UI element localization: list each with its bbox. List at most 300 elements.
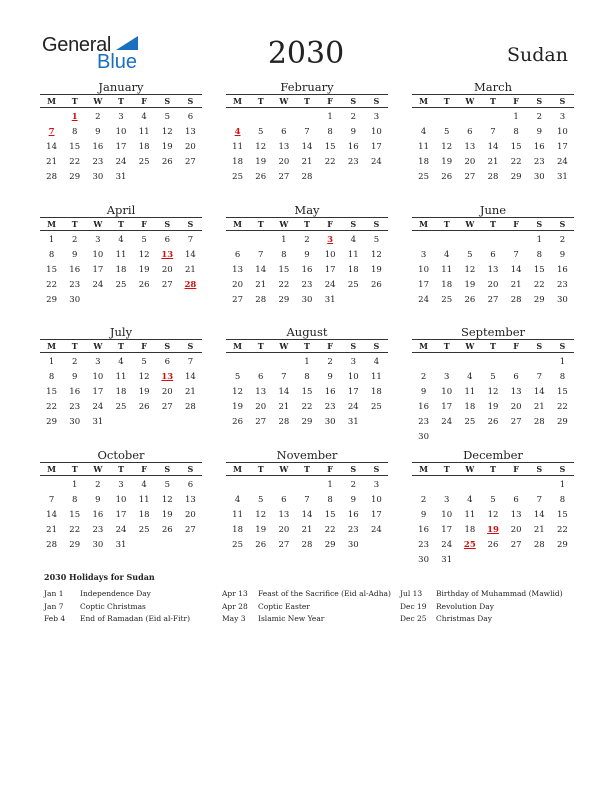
day-cell: 24 (347, 402, 359, 412)
holiday-name: Coptic Easter (258, 601, 310, 611)
day-cell: 2 (72, 235, 78, 245)
weekday-label: T (304, 341, 310, 351)
day-grid (40, 110, 202, 185)
day-cell: 14 (533, 510, 545, 520)
day-cell: 20 (255, 402, 267, 412)
day-cell: 26 (138, 402, 150, 412)
month-september (412, 325, 574, 445)
holiday-column (222, 588, 412, 626)
day-cell: 8 (72, 495, 78, 505)
day-cell: 27 (510, 540, 522, 550)
weekday-header (40, 94, 202, 108)
day-cell: 11 (347, 250, 359, 260)
day-grid (412, 355, 574, 445)
weekday-label: M (233, 96, 242, 106)
day-cell: 9 (95, 495, 101, 505)
day-cell: 1 (72, 480, 78, 490)
weekday-label: T (257, 464, 264, 474)
day-cell: 22 (278, 280, 290, 290)
day-cell: 16 (69, 387, 81, 397)
empty-cell (435, 110, 458, 125)
day-cell: 17 (115, 510, 127, 520)
day-cell: 19 (464, 280, 476, 290)
day-cell: 13 (185, 127, 196, 137)
weekday-label: S (536, 341, 543, 351)
day-cell: 5 (490, 495, 496, 505)
day-cell: 16 (418, 525, 429, 535)
weekday-label: M (233, 464, 242, 474)
day-cell: 22 (69, 157, 81, 167)
holiday-item (44, 588, 234, 601)
day-cell: 18 (115, 265, 127, 275)
day-cell: 21 (487, 157, 499, 167)
day-cell: 8 (559, 495, 566, 505)
day-cell: 30 (324, 417, 336, 427)
day-cell: 16 (557, 265, 568, 275)
empty-cell (249, 233, 272, 248)
day-cell: 3 (118, 480, 124, 490)
day-cell: 17 (115, 142, 127, 152)
empty-cell (505, 355, 528, 370)
day-cell: 27 (510, 417, 522, 427)
day-cell: 15 (324, 142, 336, 152)
day-cell: 8 (72, 127, 78, 137)
empty-cell (481, 355, 504, 370)
empty-cell (412, 355, 435, 370)
day-cell: 30 (92, 540, 104, 550)
weekday-label: T (118, 464, 124, 474)
day-cell: 22 (557, 402, 568, 412)
day-cell: 26 (138, 280, 150, 290)
day-cell: 7 (304, 495, 310, 505)
day-cell: 24 (371, 525, 382, 535)
day-cell: 14 (255, 265, 267, 275)
day-cell: 13 (232, 265, 243, 275)
day-cell: 7 (258, 250, 264, 260)
day-cell: 15 (278, 265, 290, 275)
weekday-label: T (443, 464, 450, 474)
day-cell: 5 (141, 235, 147, 245)
day-cell: 10 (557, 127, 568, 137)
day-cell: 4 (350, 235, 356, 245)
day-grid (412, 478, 574, 568)
weekday-header (226, 339, 388, 353)
day-cell: 18 (464, 402, 476, 412)
holiday-item (400, 588, 590, 601)
day-cell: 30 (418, 555, 429, 565)
day-cell: 5 (141, 357, 147, 367)
weekday-header (40, 462, 202, 476)
month-march (412, 80, 574, 185)
day-cell: 2 (304, 235, 310, 245)
day-cell: 29 (46, 417, 57, 427)
day-cell: 19 (441, 157, 453, 167)
day-cell: 16 (533, 142, 545, 152)
day-cell: 7 (536, 372, 542, 382)
country-title: Sudan (507, 44, 568, 66)
day-cell: 13 (487, 265, 499, 275)
day-cell: 22 (557, 525, 568, 535)
day-cell: 26 (487, 417, 499, 427)
day-cell: 23 (324, 402, 336, 412)
day-cell: 7 (490, 127, 496, 137)
holiday-item (44, 601, 234, 614)
day-cell: 10 (418, 265, 429, 275)
holiday-date: Feb 4 (44, 614, 66, 623)
day-grid (40, 355, 202, 430)
day-cell: 27 (161, 402, 173, 412)
day-cell: 22 (301, 402, 313, 412)
day-cell: 2 (420, 372, 427, 382)
weekday-label: W (279, 219, 289, 229)
weekday-label: T (443, 341, 450, 351)
day-cell: 14 (301, 142, 313, 152)
holiday-item (400, 613, 590, 626)
weekday-label: S (164, 96, 171, 106)
day-cell: 31 (92, 417, 104, 427)
weekday-label: T (443, 219, 450, 229)
day-cell: 12 (255, 510, 267, 520)
day-cell: 5 (490, 372, 496, 382)
day-cell: 23 (69, 280, 81, 290)
day-cell: 17 (324, 265, 336, 275)
day-cell: 2 (559, 235, 566, 245)
day-cell: 9 (72, 250, 78, 260)
holiday-name: End of Ramadan (Eid al-Fitr) (80, 614, 191, 623)
holiday-item (44, 613, 234, 626)
day-cell: 24 (557, 157, 568, 167)
day-cell: 30 (347, 540, 359, 550)
empty-cell (412, 233, 435, 248)
holiday-column (44, 588, 234, 626)
weekday-label: T (304, 464, 310, 474)
weekday-label: T (71, 96, 78, 106)
day-cell: 28 (46, 172, 57, 182)
day-cell: 7 (187, 235, 194, 245)
day-cell: 5 (258, 495, 264, 505)
weekday-label: F (513, 464, 519, 474)
day-cell: 21 (533, 525, 545, 535)
day-cell: 6 (258, 372, 264, 382)
day-cell: 28 (487, 172, 499, 182)
day-cell: 12 (161, 127, 173, 137)
month-name: July (109, 325, 133, 339)
day-cell: 17 (371, 510, 382, 520)
day-cell: 5 (444, 127, 450, 137)
weekday-header (412, 339, 574, 353)
day-cell: 9 (420, 510, 427, 520)
day-cell: 12 (464, 265, 476, 275)
month-name: February (280, 80, 334, 94)
empty-cell (435, 355, 458, 370)
day-cell: 13 (185, 495, 196, 505)
day-cell: 20 (278, 157, 290, 167)
empty-cell (435, 233, 458, 248)
weekday-label: W (465, 219, 475, 229)
month-name: October (97, 448, 145, 462)
day-cell: 24 (418, 295, 429, 305)
day-cell: 3 (420, 250, 427, 260)
day-cell: 26 (161, 157, 173, 167)
holiday-item (222, 601, 412, 614)
day-cell: 10 (324, 250, 336, 260)
day-cell: 19 (255, 157, 267, 167)
day-cell: 11 (115, 372, 127, 382)
weekday-label: S (187, 341, 194, 351)
day-cell: 3 (95, 357, 101, 367)
day-cell: 14 (185, 250, 196, 260)
day-cell: 17 (441, 402, 453, 412)
empty-cell (295, 478, 318, 493)
day-cell: 4 (373, 357, 380, 367)
day-cell: 1 (536, 235, 542, 245)
day-cell: 15 (69, 510, 81, 520)
day-cell: 2 (536, 112, 542, 122)
weekday-label: W (465, 96, 475, 106)
holiday-date: Dec 25 (400, 614, 427, 623)
weekday-label: F (327, 219, 333, 229)
day-cell: 14 (46, 142, 57, 152)
month-name: November (276, 448, 338, 462)
day-cell: 26 (232, 417, 243, 427)
day-cell: 14 (301, 510, 313, 520)
day-cell: 16 (418, 402, 429, 412)
day-cell: 18 (115, 387, 127, 397)
day-cell: 31 (557, 172, 568, 182)
day-cell: 22 (46, 280, 57, 290)
day-cell: 14 (533, 387, 545, 397)
day-cell: 8 (48, 372, 55, 382)
day-cell: 12 (487, 510, 499, 520)
empty-cell (528, 478, 551, 493)
day-cell: 16 (92, 510, 104, 520)
empty-cell (295, 110, 318, 125)
weekday-header (226, 217, 388, 231)
day-cell: 26 (371, 280, 382, 290)
day-cell: 3 (559, 112, 566, 122)
weekday-label: T (490, 219, 496, 229)
day-cell: 10 (371, 127, 382, 137)
weekday-label: T (490, 464, 496, 474)
day-cell: 21 (533, 402, 545, 412)
holiday-day-cell: 1 (71, 112, 78, 122)
day-cell: 30 (92, 172, 104, 182)
day-cell: 15 (69, 142, 81, 152)
weekday-label: S (559, 464, 566, 474)
holiday-day-cell: 28 (184, 280, 197, 290)
day-cell: 27 (487, 295, 499, 305)
holiday-day-cell: 13 (161, 250, 174, 260)
weekday-label: W (93, 341, 103, 351)
day-cell: 10 (92, 250, 104, 260)
day-cell: 24 (371, 157, 382, 167)
day-cell: 6 (187, 480, 194, 490)
day-cell: 27 (278, 172, 290, 182)
day-cell: 22 (69, 525, 81, 535)
day-cell: 30 (557, 295, 568, 305)
day-cell: 24 (441, 540, 453, 550)
day-cell: 5 (467, 250, 473, 260)
month-january (40, 80, 202, 185)
day-cell: 21 (255, 280, 267, 290)
day-cell: 7 (304, 127, 310, 137)
day-cell: 20 (487, 280, 499, 290)
day-cell: 10 (347, 372, 359, 382)
day-grid (40, 233, 202, 308)
empty-cell (272, 110, 295, 125)
month-name: August (286, 325, 328, 339)
day-cell: 15 (533, 265, 545, 275)
day-cell: 30 (533, 172, 545, 182)
day-cell: 31 (324, 295, 336, 305)
day-cell: 3 (118, 112, 124, 122)
day-cell: 5 (164, 112, 170, 122)
day-cell: 23 (92, 525, 104, 535)
day-cell: 3 (444, 372, 450, 382)
day-cell: 29 (510, 172, 522, 182)
day-cell: 9 (559, 250, 566, 260)
day-grid (226, 355, 388, 430)
holiday-date: Jan 7 (44, 601, 64, 611)
day-cell: 13 (510, 510, 522, 520)
weekday-label: S (536, 219, 543, 229)
day-cell: 9 (327, 372, 333, 382)
day-cell: 28 (510, 295, 522, 305)
day-cell: 4 (234, 495, 241, 505)
day-cell: 25 (347, 280, 359, 290)
weekday-label: T (304, 96, 310, 106)
day-cell: 5 (258, 127, 264, 137)
day-cell: 31 (441, 555, 453, 565)
empty-cell (458, 355, 481, 370)
day-cell: 28 (255, 295, 267, 305)
day-cell: 25 (418, 172, 429, 182)
day-cell: 29 (533, 295, 545, 305)
empty-cell (458, 233, 481, 248)
weekday-label: S (559, 96, 566, 106)
day-cell: 18 (232, 157, 243, 167)
day-cell: 29 (557, 417, 568, 427)
day-cell: 21 (278, 402, 290, 412)
holiday-day-cell: 13 (161, 372, 174, 382)
holiday-day-cell: 4 (234, 127, 241, 137)
day-cell: 18 (371, 387, 382, 397)
day-cell: 4 (141, 480, 147, 490)
empty-cell (226, 355, 249, 370)
weekday-label: T (71, 219, 78, 229)
day-cell: 29 (324, 540, 336, 550)
holidays-section (44, 572, 155, 585)
day-cell: 15 (557, 510, 568, 520)
day-cell: 3 (350, 357, 356, 367)
day-grid (412, 110, 574, 185)
holiday-name: Revolution Day (436, 601, 494, 611)
day-cell: 2 (350, 480, 356, 490)
logo-general-text: General (42, 34, 112, 56)
empty-cell (481, 233, 504, 248)
day-cell: 13 (464, 142, 476, 152)
day-cell: 12 (255, 142, 267, 152)
day-cell: 13 (278, 142, 290, 152)
holiday-item (222, 588, 412, 601)
day-grid (226, 233, 388, 308)
day-cell: 18 (347, 265, 359, 275)
month-name: January (98, 80, 144, 94)
holiday-item (400, 601, 590, 614)
empty-cell (249, 478, 272, 493)
day-cell: 11 (232, 142, 243, 152)
day-cell: 6 (513, 372, 519, 382)
day-cell: 9 (536, 127, 542, 137)
weekday-header (412, 217, 574, 231)
day-cell: 11 (464, 387, 476, 397)
day-cell: 19 (138, 265, 150, 275)
day-cell: 29 (557, 540, 568, 550)
day-cell: 30 (301, 295, 313, 305)
weekday-label: W (93, 464, 103, 474)
day-cell: 5 (373, 235, 380, 245)
day-cell: 10 (371, 495, 382, 505)
day-cell: 12 (487, 387, 499, 397)
weekday-label: M (47, 464, 56, 474)
day-cell: 10 (92, 372, 104, 382)
day-cell: 17 (371, 142, 382, 152)
day-cell: 21 (185, 387, 196, 397)
weekday-label: T (257, 96, 264, 106)
weekday-label: T (257, 219, 264, 229)
holiday-day-cell: 25 (463, 540, 476, 550)
day-cell: 30 (69, 417, 81, 427)
day-cell: 17 (92, 265, 104, 275)
weekday-label: T (118, 96, 124, 106)
day-cell: 2 (95, 112, 101, 122)
day-cell: 28 (278, 417, 290, 427)
day-cell: 26 (464, 295, 476, 305)
day-cell: 15 (324, 510, 336, 520)
month-name: March (474, 80, 512, 94)
day-cell: 14 (510, 265, 522, 275)
day-cell: 3 (95, 235, 101, 245)
day-cell: 15 (301, 387, 313, 397)
day-cell: 1 (48, 357, 55, 367)
day-cell: 20 (278, 525, 290, 535)
day-cell: 21 (301, 525, 313, 535)
weekday-label: M (47, 219, 56, 229)
day-cell: 7 (187, 357, 194, 367)
day-cell: 24 (92, 402, 104, 412)
day-cell: 15 (46, 387, 57, 397)
weekday-label: T (490, 341, 496, 351)
empty-cell (458, 110, 481, 125)
day-cell: 27 (185, 525, 196, 535)
day-cell: 24 (115, 157, 127, 167)
day-cell: 8 (559, 372, 566, 382)
day-cell: 6 (490, 250, 496, 260)
day-cell: 4 (141, 112, 147, 122)
day-cell: 23 (69, 402, 81, 412)
weekday-label: S (373, 341, 380, 351)
weekday-label: M (233, 341, 242, 351)
month-name: April (106, 203, 136, 217)
month-february (226, 80, 388, 185)
weekday-label: T (71, 341, 78, 351)
day-cell: 4 (467, 372, 473, 382)
day-cell: 27 (278, 540, 290, 550)
day-cell: 24 (92, 280, 104, 290)
weekday-label: S (373, 96, 380, 106)
holiday-date: Apr 28 (222, 601, 248, 611)
month-october (40, 448, 202, 553)
